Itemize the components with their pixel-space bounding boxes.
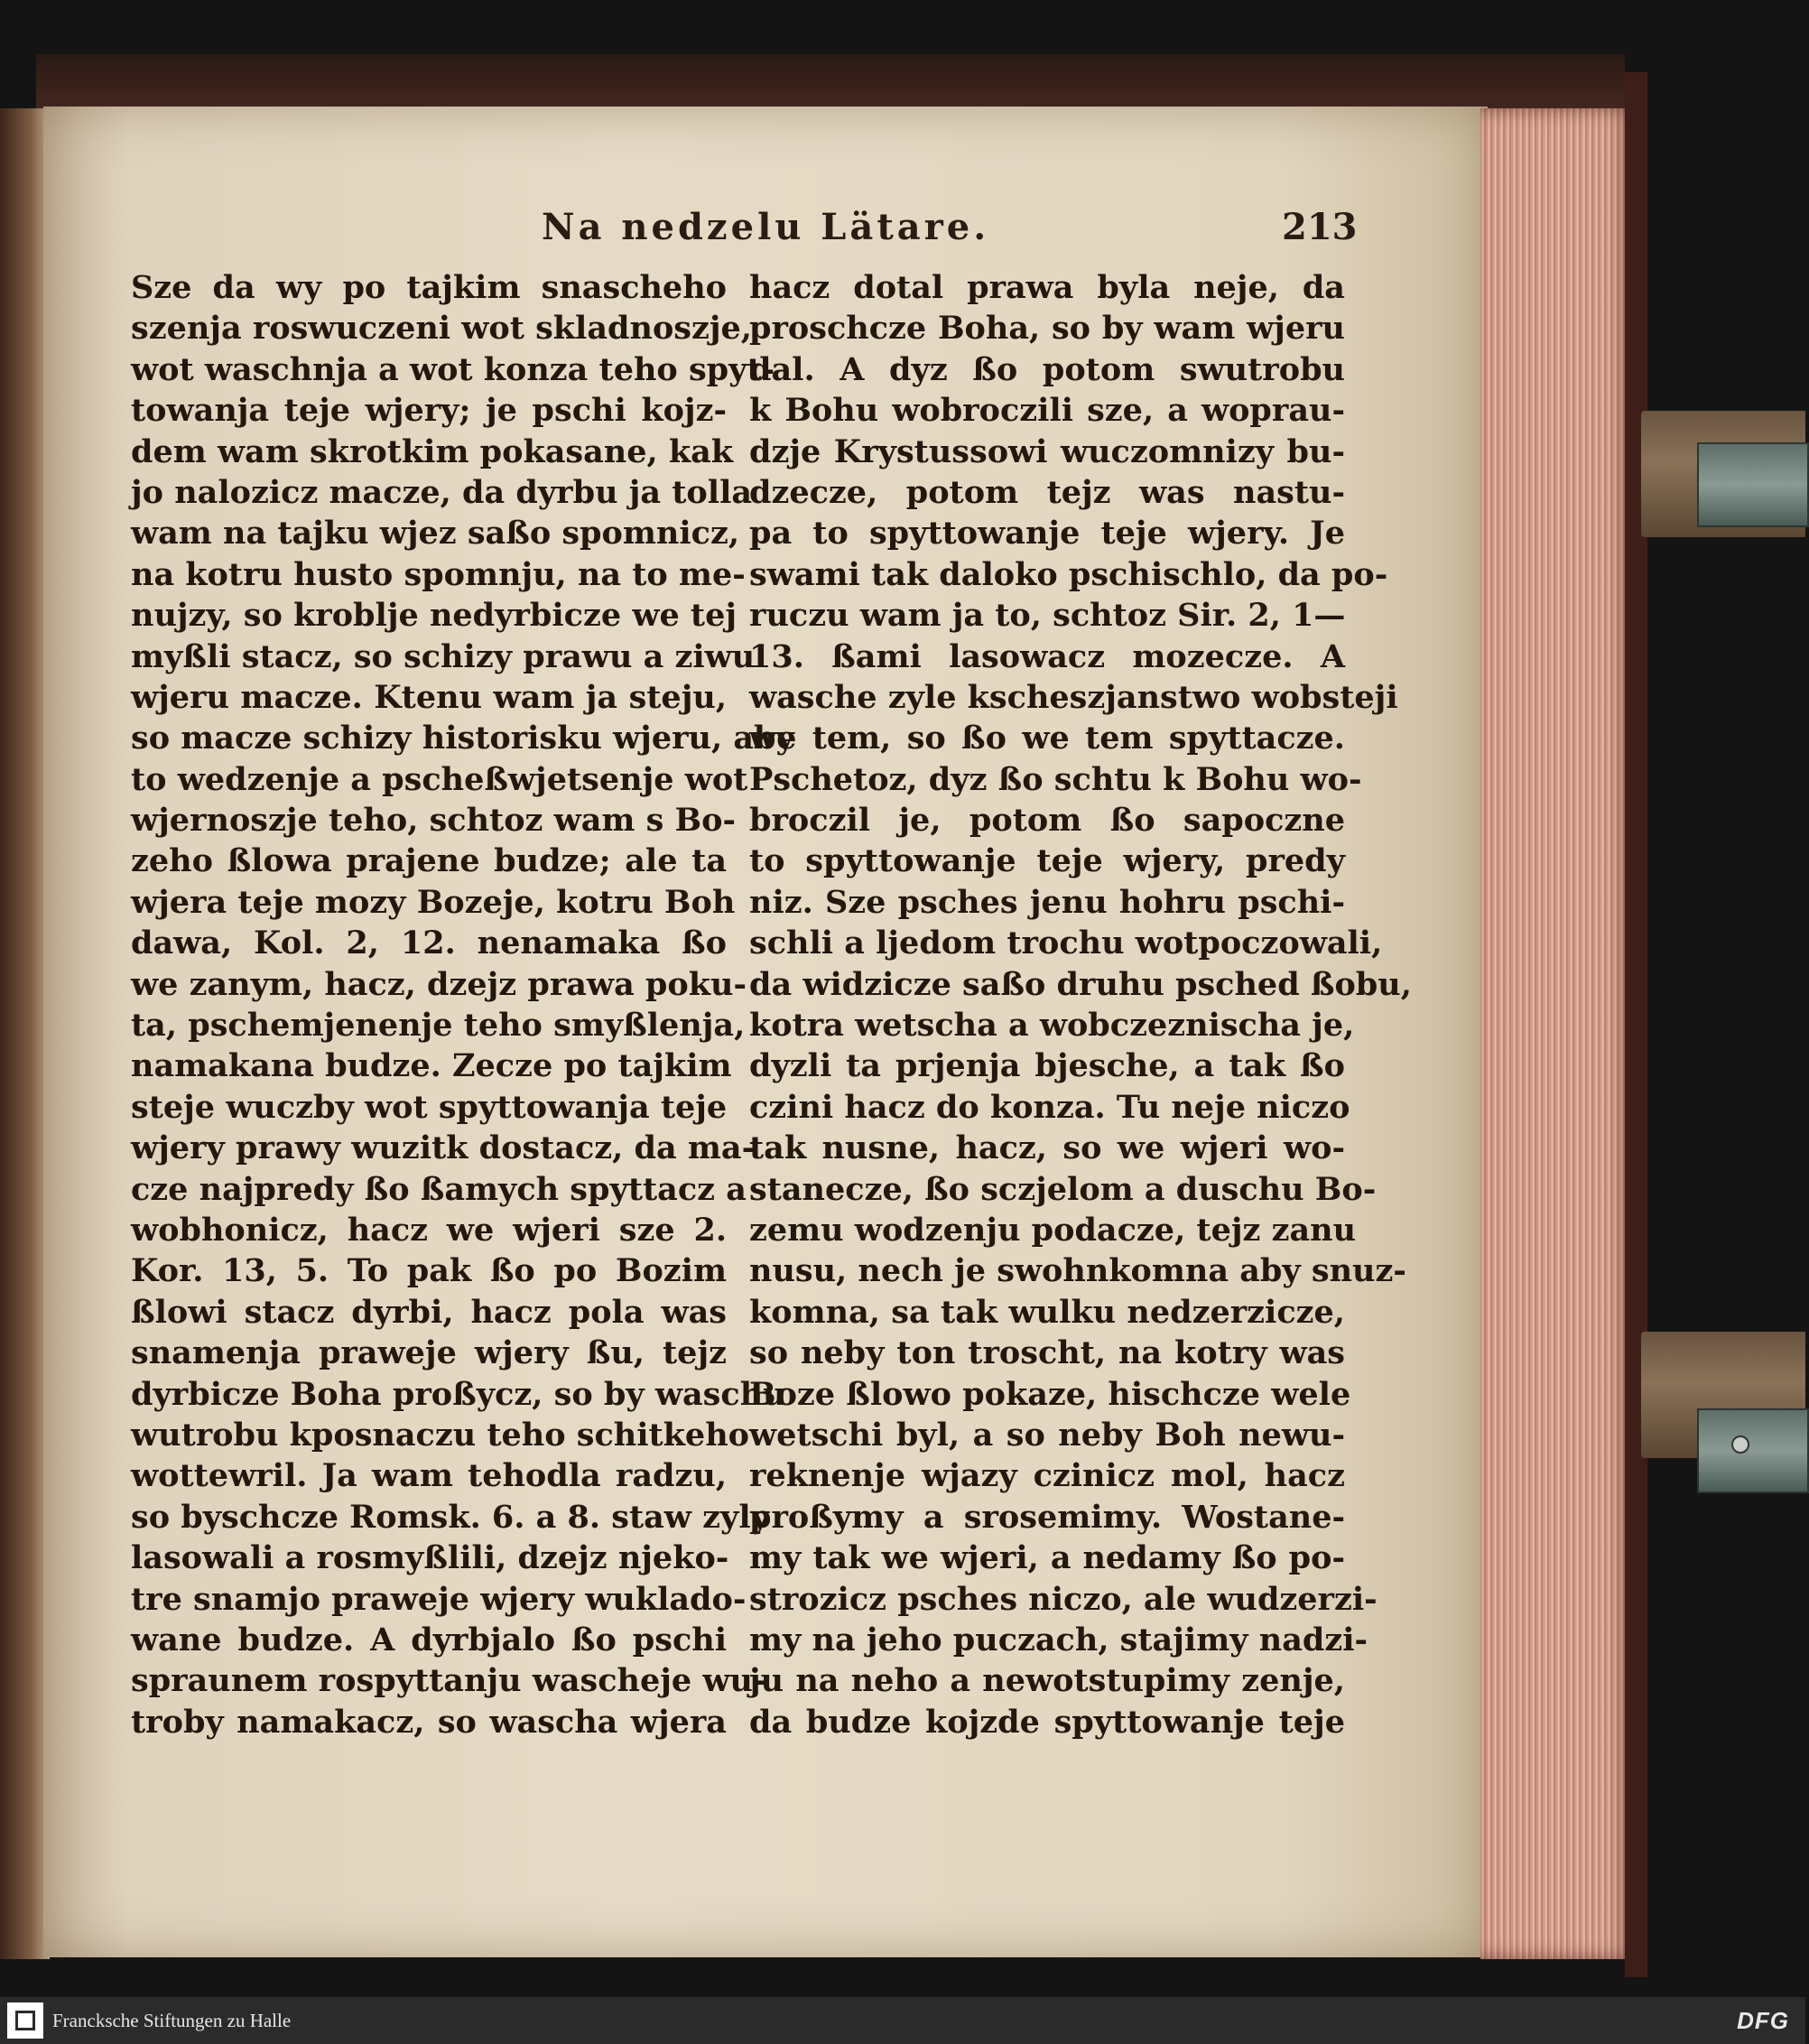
- book-cover-right: [1625, 72, 1647, 1977]
- text-line: ta, pschemjenenje teho smyßlenja,: [131, 1007, 746, 1045]
- text-line: so macze schizy historisku wjeru, aby: [131, 720, 794, 757]
- text-line: we tem, so ßo we tem spyttacze.: [749, 720, 1345, 757]
- text-line: nujzy, so kroblje nedyrbicze we tej: [131, 597, 737, 635]
- text-line: my tak we wjeri, a nedamy ßo po-: [749, 1539, 1345, 1577]
- text-line: ruczu wam ja to, schtoz Sir. 2, 1—: [749, 597, 1346, 635]
- text-line: we zanym, hacz, dzejz prawa poku-: [131, 965, 747, 1003]
- text-line: schli a ljedom trochu wotpoczowali,: [749, 924, 1383, 962]
- text-line: to wedzenje a pscheßwjetsenje wot: [131, 760, 748, 798]
- text-line: kotra wetscha a wobczeznischa je,: [749, 1007, 1355, 1045]
- left-text-column: [131, 267, 794, 1742]
- text-line: da budze kojzde spyttowanje teje: [749, 1703, 1345, 1741]
- dfg-logo: DFG: [1737, 2007, 1789, 2034]
- text-line: stanecze, ßo sczjelom a duschu Bo-: [749, 1170, 1377, 1208]
- text-line: wjernoszje teho, schtoz wam s Bo-: [131, 802, 736, 840]
- text-line: dem wam skrotkim pokasane, kak: [131, 432, 734, 470]
- text-line: k Bohu wobroczili sze, a woprau-: [749, 392, 1345, 430]
- page-fore-edge: [1480, 108, 1634, 1959]
- text-line: dzje Krystussowi wuczomnizy bu-: [749, 432, 1345, 470]
- text-line: wam na tajku wjez saßo spomnicz,: [131, 515, 740, 553]
- text-line: wjeru macze. Ktenu wam ja steju,: [131, 678, 727, 716]
- text-line: na kotru husto spomnju, na to me-: [131, 555, 746, 593]
- viewer-footer: [0, 1997, 1805, 2044]
- text-line: niz. Sze psches jenu hohru pschi-: [749, 883, 1345, 921]
- text-line: proschcze Boha, so by wam wjeru: [749, 310, 1345, 348]
- text-line: wutrobu kposnaczu teho schitkeho: [131, 1416, 749, 1454]
- text-line: zeho ßlowa prajene budze; ale ta: [131, 842, 727, 880]
- text-line: jo nalozicz macze, da dyrbu ja tolla: [131, 473, 753, 511]
- text-line: ßlowi stacz dyrbi, hacz pola was: [131, 1293, 727, 1331]
- book-gutter: [0, 108, 50, 1959]
- page-header: [126, 206, 1358, 251]
- text-line: dyzli ta prjenja bjesche, a tak ßo: [749, 1047, 1345, 1085]
- text-line: nusu, nech je swohnkomna aby snuz-: [749, 1252, 1406, 1290]
- text-line: hacz dotal prawa byla neje, da: [749, 269, 1345, 306]
- text-line: Boze ßlowo pokaze, hischcze wele: [749, 1375, 1351, 1413]
- text-line: szenja roswuczeni wot skladnoszje,: [131, 310, 752, 348]
- text-line: Kor. 13, 5. To pak ßo po Bozim: [131, 1252, 727, 1290]
- text-line: Pschetoz, dyz ßo schtu k Bohu wo-: [749, 760, 1362, 798]
- text-line: wjera teje mozy Bozeje, kotru Boh: [131, 883, 736, 921]
- text-line: Sze da wy po tajkim snascheho: [131, 269, 727, 306]
- text-line: ju na neho a newotstupimy zenje,: [749, 1662, 1345, 1700]
- text-line: strozicz psches niczo, ale wudzerzi-: [749, 1580, 1378, 1618]
- text-line: my na jeho puczach, stajimy nadzi-: [749, 1621, 1368, 1658]
- text-line: dawa, Kol. 2, 12. nenamaka ßo: [131, 924, 727, 962]
- text-line: steje wuczby wot spyttowanja teje: [131, 1088, 728, 1126]
- text-line: myßli stacz, so schizy prawu a ziwu: [131, 637, 756, 675]
- text-line: swami tak daloko pschischlo, da po-: [749, 555, 1388, 593]
- text-line: broczil je, potom ßo sapoczne: [749, 802, 1345, 840]
- text-line: tak nusne, hacz, so we wjeri wo-: [749, 1129, 1345, 1167]
- text-line: towanja teje wjery; je pschi kojz-: [131, 392, 727, 430]
- text-line: snamenja praweje wjery ßu, tejz: [131, 1334, 727, 1372]
- text-line: wjery prawy wuzitk dostacz, da ma-: [131, 1129, 756, 1167]
- text-line: dal. A dyz ßo potom swutrobu: [749, 350, 1345, 388]
- institution-name: Francksche Stiftungen zu Halle: [52, 2010, 292, 2031]
- text-line: tre snamjo praweje wjery wuklado-: [131, 1580, 747, 1618]
- text-line: wobhonicz, hacz we wjeri sze 2.: [131, 1211, 727, 1249]
- text-line: so byschcze Romsk. 6. a 8. staw zyly: [131, 1498, 769, 1536]
- text-line: spraunem rospyttanju wascheje wu-: [131, 1662, 766, 1700]
- page-number: 213: [1282, 206, 1358, 248]
- text-line: komna, sa tak wulku nedzerzicze,: [749, 1293, 1345, 1331]
- text-line: troby namakacz, so wascha wjera: [131, 1703, 727, 1741]
- text-line: wot waschnja a wot konza teho spyt-: [131, 350, 775, 388]
- text-line: namakana budze. Zecze po tajkim: [131, 1047, 732, 1085]
- lower-clasp-plate: [1697, 1408, 1809, 1493]
- text-line: lasowali a rosmyßlili, dzejz njeko-: [131, 1539, 729, 1577]
- text-line: 13. ßami lasowacz mozecze. A: [749, 637, 1345, 675]
- text-line: to spyttowanje teje wjery, predy: [749, 842, 1345, 880]
- text-line: czini hacz do konza. Tu neje niczo: [749, 1088, 1350, 1126]
- right-text-column: [749, 267, 1412, 1742]
- text-line: cze najpredy ßo ßamych spyttacz a: [131, 1170, 747, 1208]
- text-line: dyrbicze Boha proßycz, so by waschu: [131, 1375, 786, 1413]
- institution-logo-icon: [7, 2002, 43, 2039]
- text-line: pa to spyttowanje teje wjery. Je: [749, 515, 1345, 553]
- clasp-rivet-icon: [1731, 1435, 1749, 1454]
- running-head: Na nedzelu Lätare.: [542, 206, 990, 248]
- text-line: wetschi byl, a so neby Boh newu-: [749, 1416, 1345, 1454]
- text-line: da widzicze saßo druhu psched ßobu,: [749, 965, 1412, 1003]
- text-line: dzecze, potom tejz was nastu-: [749, 473, 1345, 511]
- upper-clasp-plate: [1697, 442, 1809, 527]
- text-line: wottewril. Ja wam tehodla radzu,: [131, 1457, 727, 1495]
- text-line: zemu wodzenju podacze, tejz zanu: [749, 1211, 1357, 1249]
- text-line: wasche zyle kscheszjanstwo wobsteji: [749, 678, 1398, 716]
- text-line: wane budze. A dyrbjalo ßo pschi: [131, 1621, 727, 1658]
- text-line: proßymy a srosemimy. Wostane-: [749, 1498, 1345, 1536]
- text-line: so neby ton troscht, na kotry was: [749, 1334, 1345, 1372]
- text-line: reknenje wjazy czinicz mol, hacz: [749, 1457, 1345, 1495]
